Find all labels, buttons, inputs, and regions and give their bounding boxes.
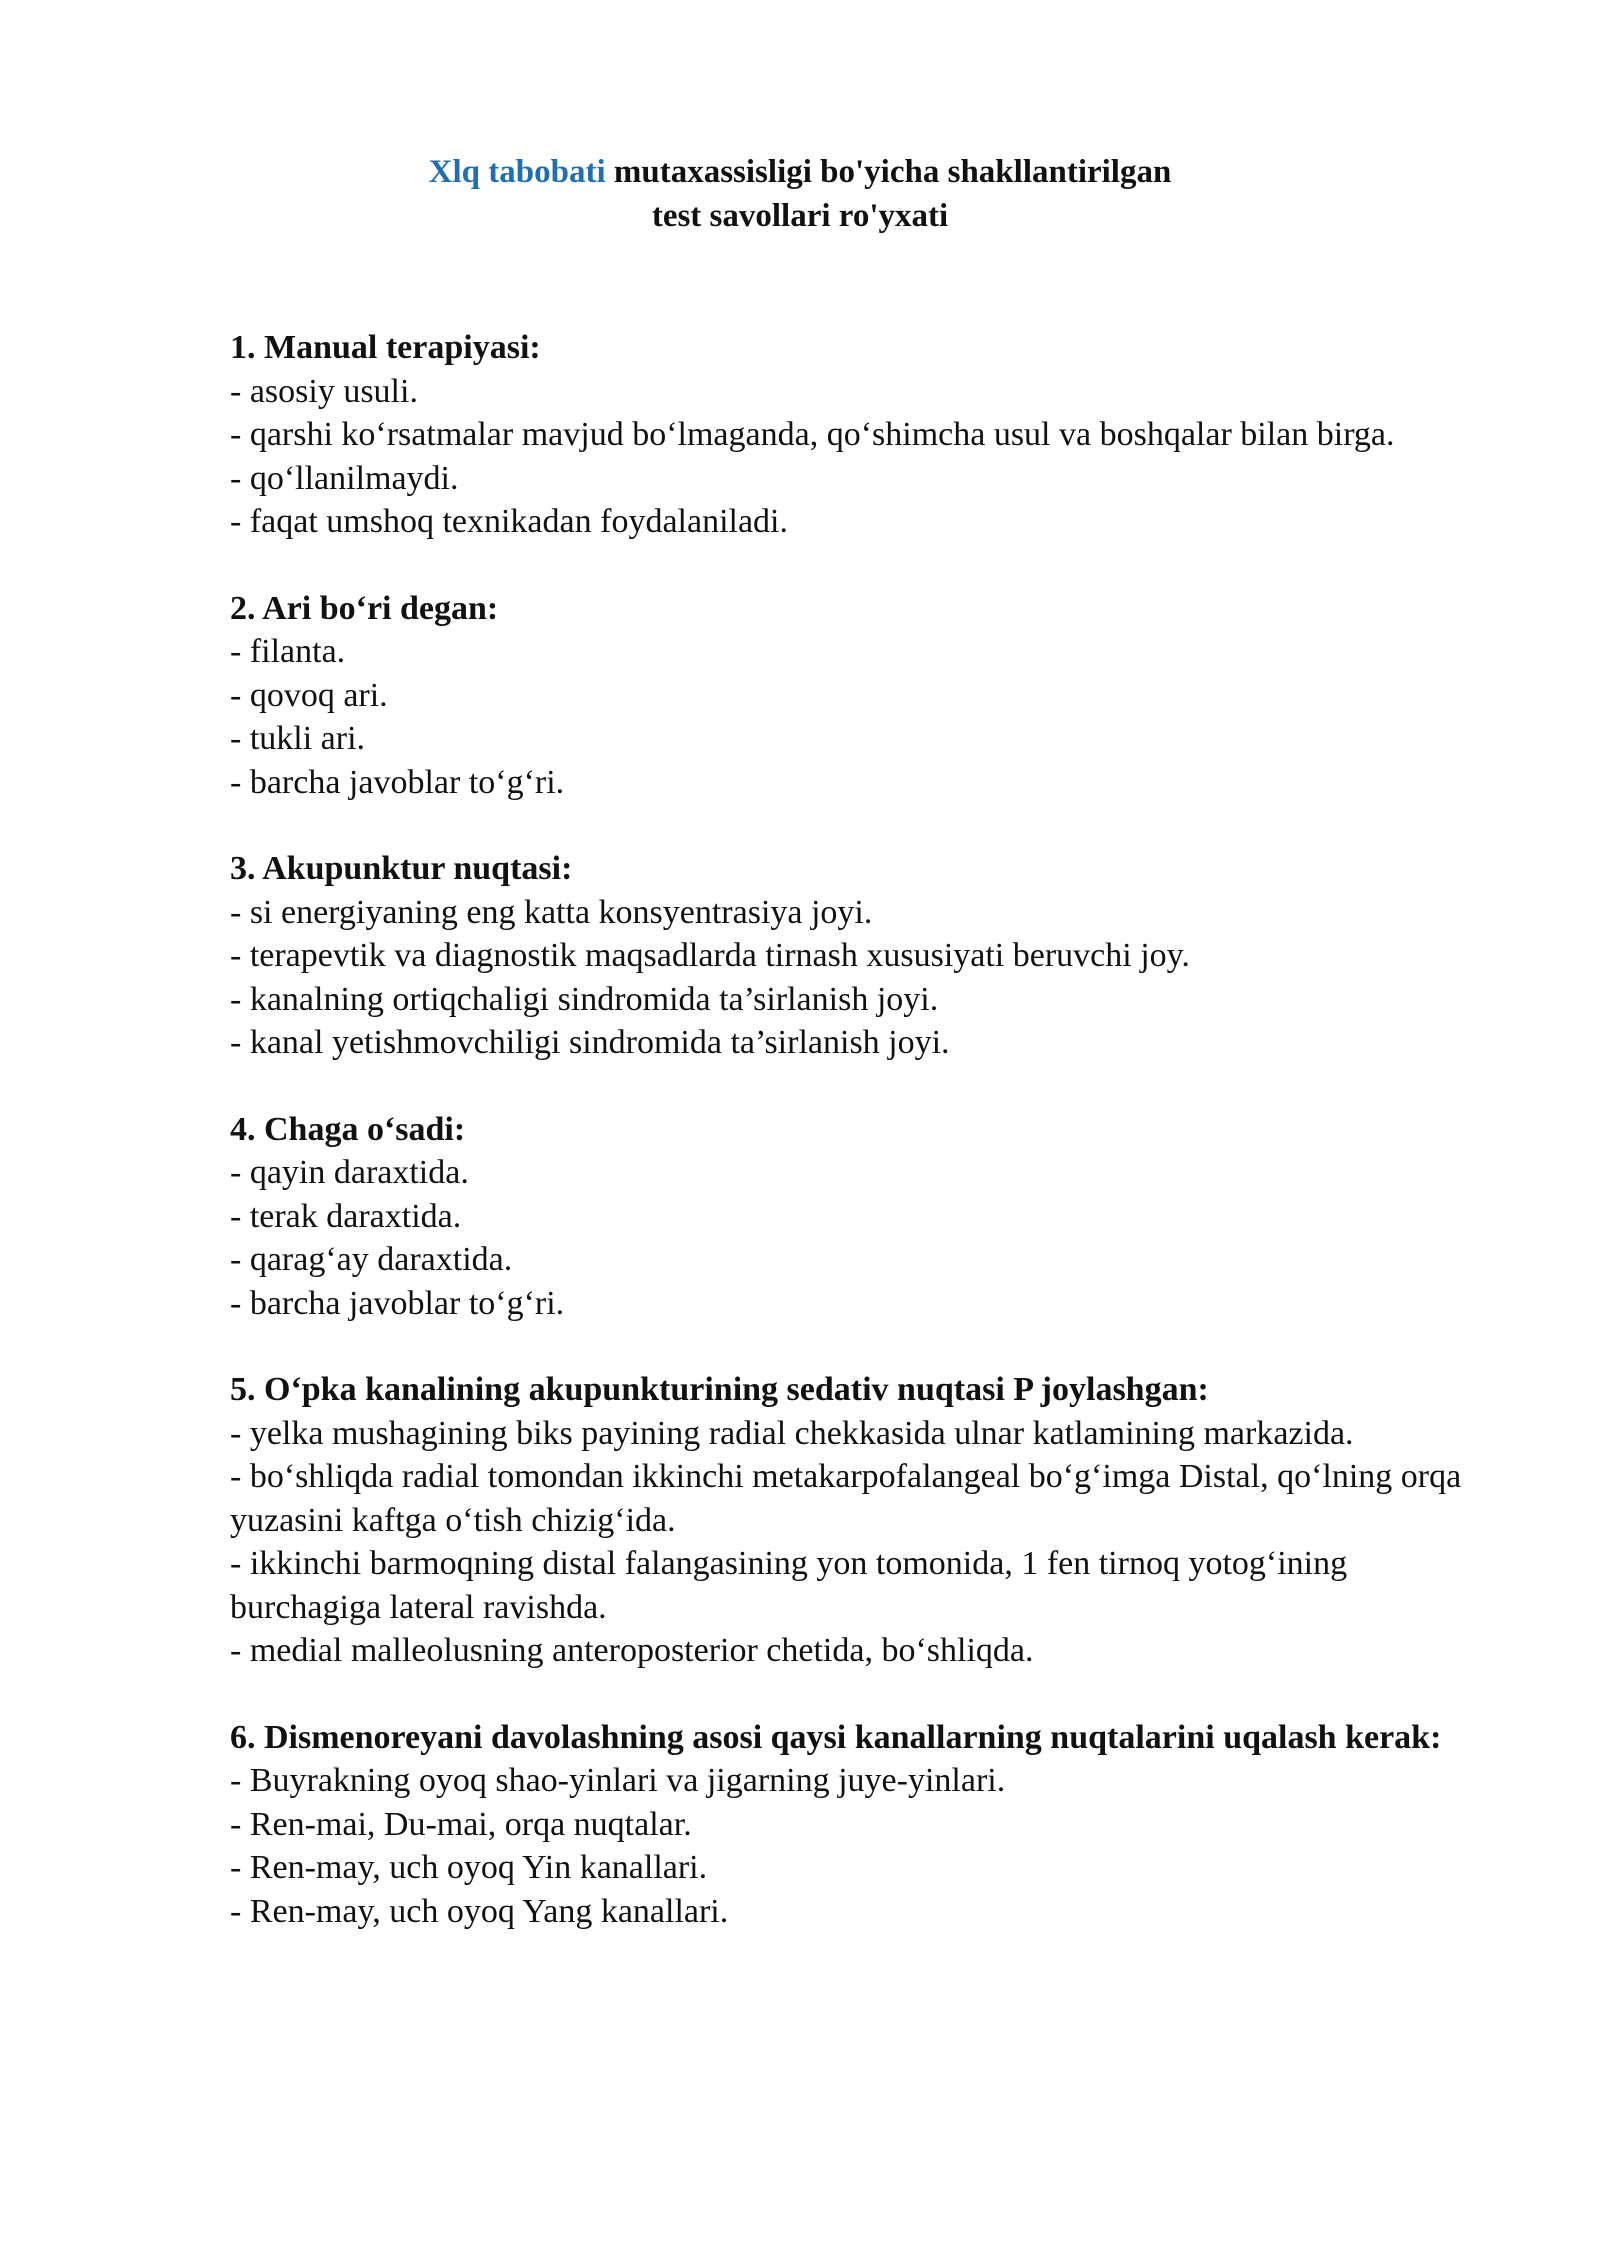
- answer-option: - bo‘shliqda radial tomondan ikkinchi metakarpofalangeal bo‘g‘imga Distal, qo‘lning orqa yuzasini kaftga o‘tish chizig‘ida.: [230, 1458, 1462, 1539]
- question-6: [230, 1716, 1500, 1934]
- answer-option: - Ren-may, uch oyoq Yang kanallari.: [230, 1892, 729, 1930]
- question-4: [230, 1108, 1500, 1326]
- answer-option: - Buyrakning oyoq shao-yinlari va jigarning juye-yinlari.: [230, 1762, 1006, 1799]
- answer-option: - barcha javoblar to‘g‘ri.: [230, 1284, 565, 1322]
- answer-option: - si energiyaning eng katta konsyentrasiya joyi.: [230, 893, 873, 931]
- answer-option: - qovoq ari.: [230, 676, 388, 714]
- title-line-1: [0, 150, 1600, 194]
- question-5: [230, 1368, 1500, 1673]
- question-heading: 6. Dismenoreyani davolashning asosi qaysi kanallarning nuqtalarini uqalash kerak:: [230, 1718, 1442, 1756]
- answer-option: - qarshi ko‘rsatmalar mavjud bo‘lmaganda, qo‘shimcha usul va boshqalar bilan birga.: [230, 416, 1395, 453]
- question-3: [230, 847, 1500, 1065]
- answer-option: - yelka mushagining biks payining radial chekkasida ulnar katlamining markazida.: [230, 1414, 1354, 1452]
- question-2: [230, 587, 1500, 805]
- answer-option: - medial malleolusning anteroposterior chetida, bo‘shliqda.: [230, 1632, 1034, 1669]
- answer-option: - filanta.: [230, 633, 346, 670]
- answer-option: - ikkinchi barmoqning distal falangasining yon tomonida, 1 fen tirnoq yotog‘ining burchagiga lateral ravishda.: [230, 1545, 1348, 1626]
- document-title: [0, 150, 1600, 238]
- answer-option: - kanalning ortiqchaligi sindromida ta’sirlanish joyi.: [230, 980, 939, 1018]
- answer-option: - terak daraxtida.: [230, 1197, 462, 1235]
- title-line-2: test savollari ro'yxati: [651, 198, 949, 234]
- question-heading: 2. Ari bo‘ri degan:: [230, 589, 499, 627]
- question-heading: 1. Manual terapiyasi:: [230, 329, 541, 366]
- answer-option: - tukli ari.: [230, 720, 366, 757]
- title-rest: mutaxassisligi bo'yicha shakllantirilgan: [613, 154, 1172, 190]
- question-1: [230, 326, 1500, 544]
- answer-option: - terapevtik va diagnostik maqsadlarda tirnash xususiyati beruvchi joy.: [230, 937, 1190, 974]
- question-heading: 5. O‘pka kanalining akupunkturining sedativ nuqtasi P joylashgan:: [230, 1371, 1209, 1408]
- answer-option: - kanal yetishmovchiligi sindromida ta’sirlanish joyi.: [230, 1024, 950, 1061]
- answer-option: - qayin daraxtida.: [230, 1154, 469, 1191]
- answer-option: - qarag‘ay daraxtida.: [230, 1241, 513, 1278]
- question-list: [230, 326, 1500, 1976]
- answer-option: - Ren-may, uch oyoq Yin kanallari.: [230, 1849, 708, 1886]
- question-heading: 4. Chaga o‘sadi:: [230, 1110, 466, 1148]
- answer-option: - Ren-mai, Du-mai, orqa nuqtalar.: [230, 1805, 692, 1843]
- title-accent: Xlq tabobati: [428, 154, 606, 190]
- answer-option: - asosiy usuli.: [230, 372, 418, 410]
- answer-option: - qo‘llanilmaydi.: [230, 459, 459, 497]
- answer-option: - faqat umshoq texnikadan foydalaniladi.: [230, 503, 788, 540]
- question-heading: 3. Akupunktur nuqtasi:: [230, 850, 573, 887]
- answer-option: - barcha javoblar to‘g‘ri.: [230, 763, 565, 801]
